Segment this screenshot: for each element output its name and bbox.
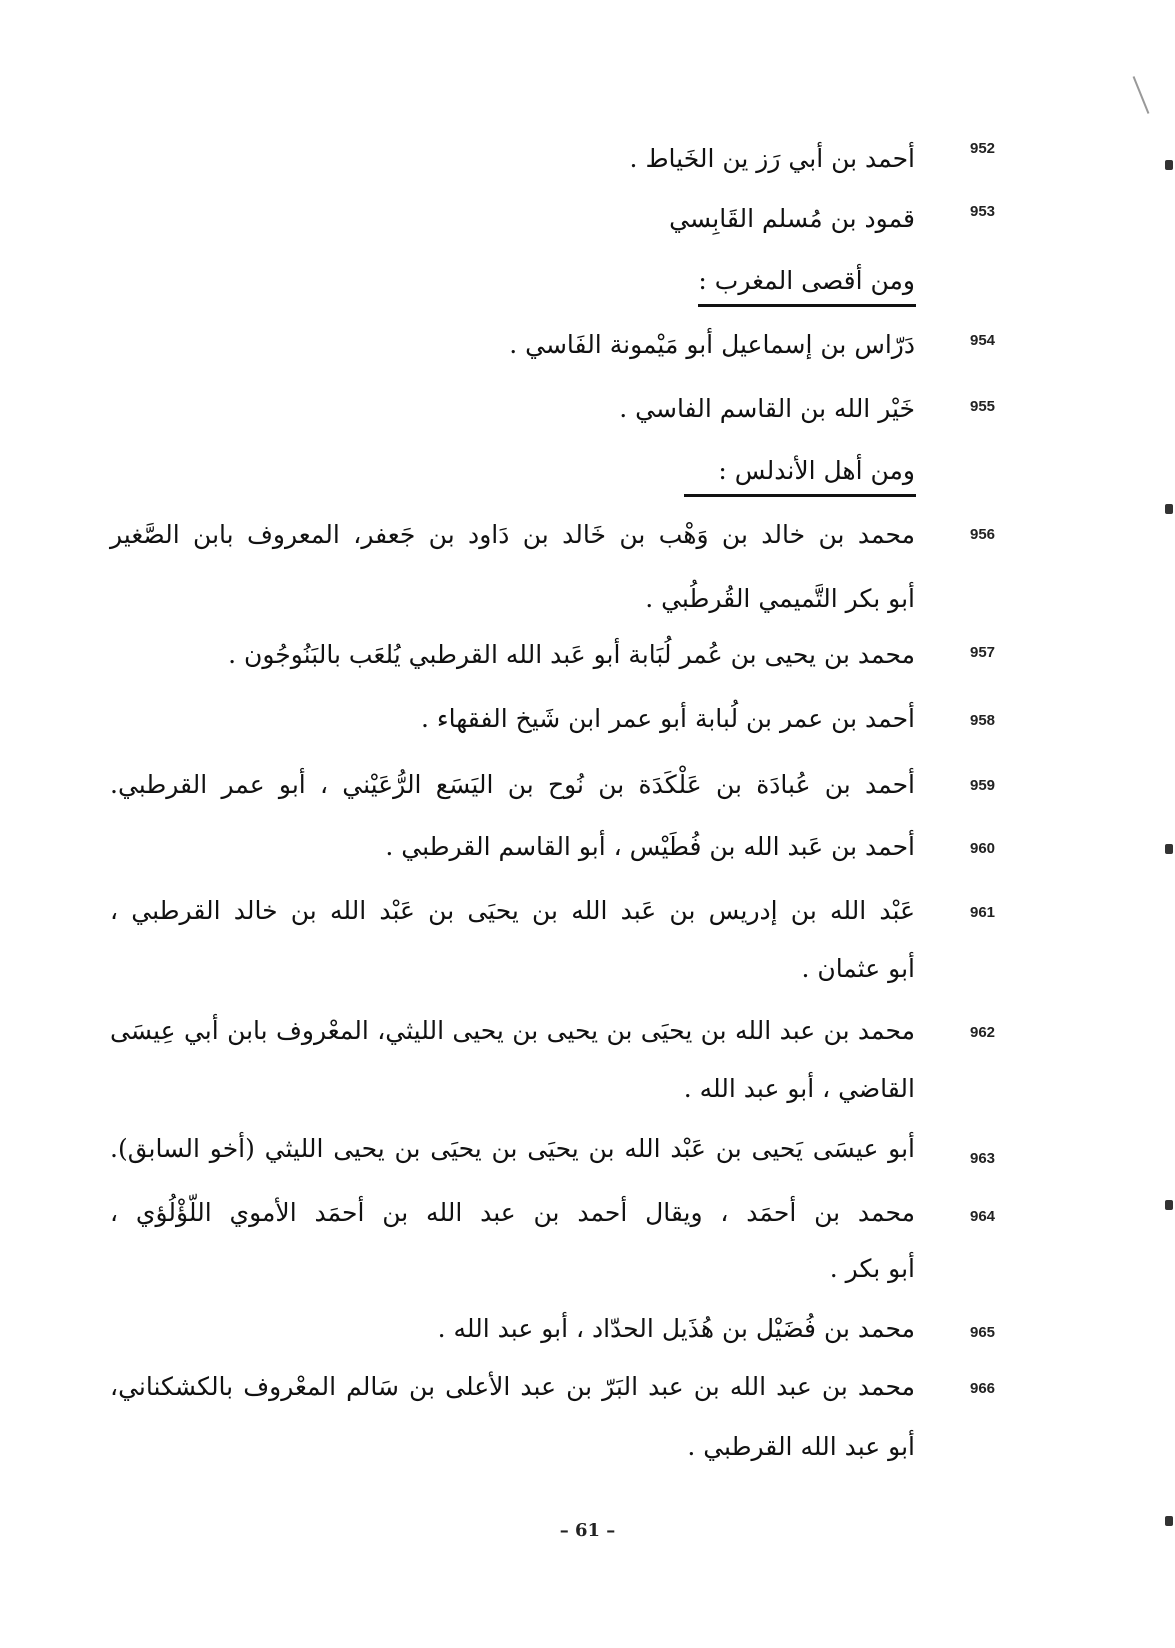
entry-text-continuation: القاضي ، أبو عبد الله . — [683, 1074, 915, 1103]
entry-text-continuation: أبو بكر التَّميمي القُرطُبي . — [645, 584, 915, 613]
entry-text: أحمد بن عُبادَة بن عَلْكَدَة بن نُوح بن اليَسَع الرُّعَيْني ، أبو عمر القرطبي. — [110, 770, 915, 799]
scan-margin-mark — [1165, 1516, 1173, 1526]
entry-text: أحمد بن عمر بن لُبابة أبو عمر ابن شَيخ الفقهاء . — [421, 704, 915, 733]
entry-number: 956 — [970, 526, 996, 543]
entry-number: 966 — [970, 1380, 996, 1397]
entry-text: أحمد بن أبي رَز ين الخَياط . — [629, 144, 915, 173]
entry-text: محمد بن عبد الله بن عبد البَرّ بن عبد الأعلى بن سَالم المعْروف بالكشكناني، — [110, 1372, 915, 1401]
entry-number: 953 — [970, 203, 996, 220]
entry-number: 960 — [970, 840, 996, 857]
entry-number: 961 — [970, 904, 996, 921]
entry-text: محمد بن خالد بن وَهْب بن خَالد بن دَاود بن جَعفر، المعروف بابن الصَّغير — [110, 520, 915, 549]
entry-text: عَبْد الله بن إدريس بن عَبد الله بن يحيَى بن عَبْد الله بن خالد القرطبي ، — [110, 896, 915, 925]
entry-number: 959 — [970, 777, 996, 794]
entry-text: محمد بن يحيى بن عُمر لُبَابة أبو عَبد الله القرطبي يُلعَب بالبَنُوجُون . — [228, 640, 915, 669]
entry-text: قمود بن مُسلم القَابِسي — [669, 204, 915, 233]
entry-number: 965 — [970, 1324, 996, 1341]
section-heading-maghrib: ومن أقصى المغرب : — [698, 266, 915, 295]
entry-number: 955 — [970, 398, 996, 415]
entry-text: أحمد بن عَبد الله بن فُطَيْس ، أبو القاسم القرطبي . — [385, 832, 915, 861]
scan-margin-mark — [1165, 844, 1173, 854]
entry-text: أبو عيسَى يَحيى بن عَبْد الله بن يحيَى بن يحيَى بن يحيى الليثي (أخو السابق). — [110, 1134, 915, 1163]
entry-text-continuation: أبو عثمان . — [801, 954, 915, 983]
heading-underline — [698, 304, 916, 307]
entry-text-continuation: أبو بكر . — [829, 1254, 915, 1283]
scan-scratch-mark — [1133, 76, 1150, 114]
page-number: – 61 – — [559, 1520, 616, 1541]
entry-text: خَيْر الله بن القاسم الفاسي . — [619, 394, 915, 423]
entry-number: 964 — [970, 1208, 996, 1225]
scan-margin-mark — [1165, 504, 1173, 514]
entry-number: 957 — [970, 644, 996, 661]
entry-number: 954 — [970, 332, 996, 349]
entry-text: محمد بن أحمَد ، ويقال أحمد بن عبد الله بن أحمَد الأموي اللّؤْلُؤي ، — [110, 1198, 915, 1227]
entry-number: 963 — [970, 1150, 996, 1167]
entry-number: 958 — [970, 712, 996, 729]
scan-margin-mark — [1165, 1200, 1173, 1210]
entry-text: محمد بن عبد الله بن يحيَى بن يحيى بن يحيى الليثي، المعْروف بابن أبي عِيسَى — [110, 1016, 915, 1045]
entry-text: محمد بن فُضَيْل بن هُذَيل الحدّاد ، أبو عبد الله . — [437, 1314, 915, 1343]
entry-text-continuation: أبو عبد الله القرطبي . — [687, 1432, 915, 1461]
section-heading-andalus: ومن أهل الأندلس : — [718, 456, 915, 485]
entry-text: دَرّاس بن إسماعيل أبو مَيْمونة الفَاسي . — [509, 330, 915, 359]
entry-number: 952 — [970, 140, 996, 157]
heading-underline — [684, 494, 916, 497]
scan-margin-mark — [1165, 160, 1173, 170]
entry-number: 962 — [970, 1024, 996, 1041]
